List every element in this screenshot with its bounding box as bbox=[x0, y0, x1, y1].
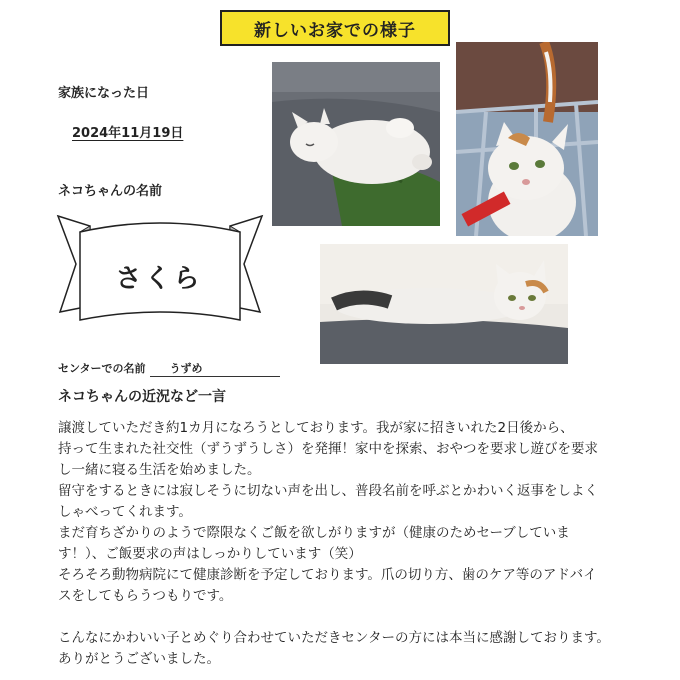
cat-name-label: ネコちゃんの名前 bbox=[58, 184, 163, 199]
page-title: 新しいお家での様子 bbox=[220, 10, 450, 46]
paragraph-line: 留守をするときには寂しそうに切ない声を出し、普段名前を呼ぶとかわいく返事をしよく bbox=[58, 483, 598, 499]
center-name-label: センターでの名前 bbox=[58, 362, 146, 375]
comment-heading: ネコちゃんの近況など一言 bbox=[58, 389, 226, 405]
paragraph-line: まだ育ちざかりのようで際限なくご飯を欲しがりますが（健康のためセーブしていま bbox=[58, 525, 570, 541]
paragraph-line: そろそろ動物病院にて健康診断を予定しております。爪の切り方、歯のケア等のアドバイ bbox=[58, 567, 597, 583]
photo-sleeping-cat bbox=[272, 62, 440, 226]
paragraph-line: スをしてもらうつもりです。 bbox=[58, 588, 233, 604]
paragraph-line: す！）、ご飯要求の声はしっかりしています（笑） bbox=[58, 546, 362, 562]
closing-line: ありがとうございました。 bbox=[58, 651, 220, 667]
center-name-value: うずめ bbox=[150, 360, 280, 377]
closing-line: こんなにかわいい子とめぐり合わせていただきセンターの方には本当に感謝しております。 bbox=[58, 630, 610, 646]
photo-lying-cat bbox=[320, 244, 568, 364]
paragraph-line: し一緒に寝る生活を始めました。 bbox=[58, 462, 261, 478]
center-name-row bbox=[58, 360, 280, 377]
paragraph-line: 持って生まれた社交性（ずうずうしさ）を発揮！家中を探索、おやつを要求し遊びを要求 bbox=[58, 441, 598, 457]
family-day-label: 家族になった日 bbox=[58, 86, 150, 101]
paragraph-line: 譲渡していただき約1カ月になろうとしております。我が家に招きいれた2日後から、 bbox=[58, 420, 574, 436]
paragraph-line: しゃべってくれます。 bbox=[58, 504, 192, 520]
family-day-date: 2024年11月19日 bbox=[72, 126, 184, 141]
comment-body bbox=[58, 418, 658, 670]
photo-cat-with-treat bbox=[456, 42, 598, 236]
cat-name: さくら bbox=[115, 264, 203, 294]
